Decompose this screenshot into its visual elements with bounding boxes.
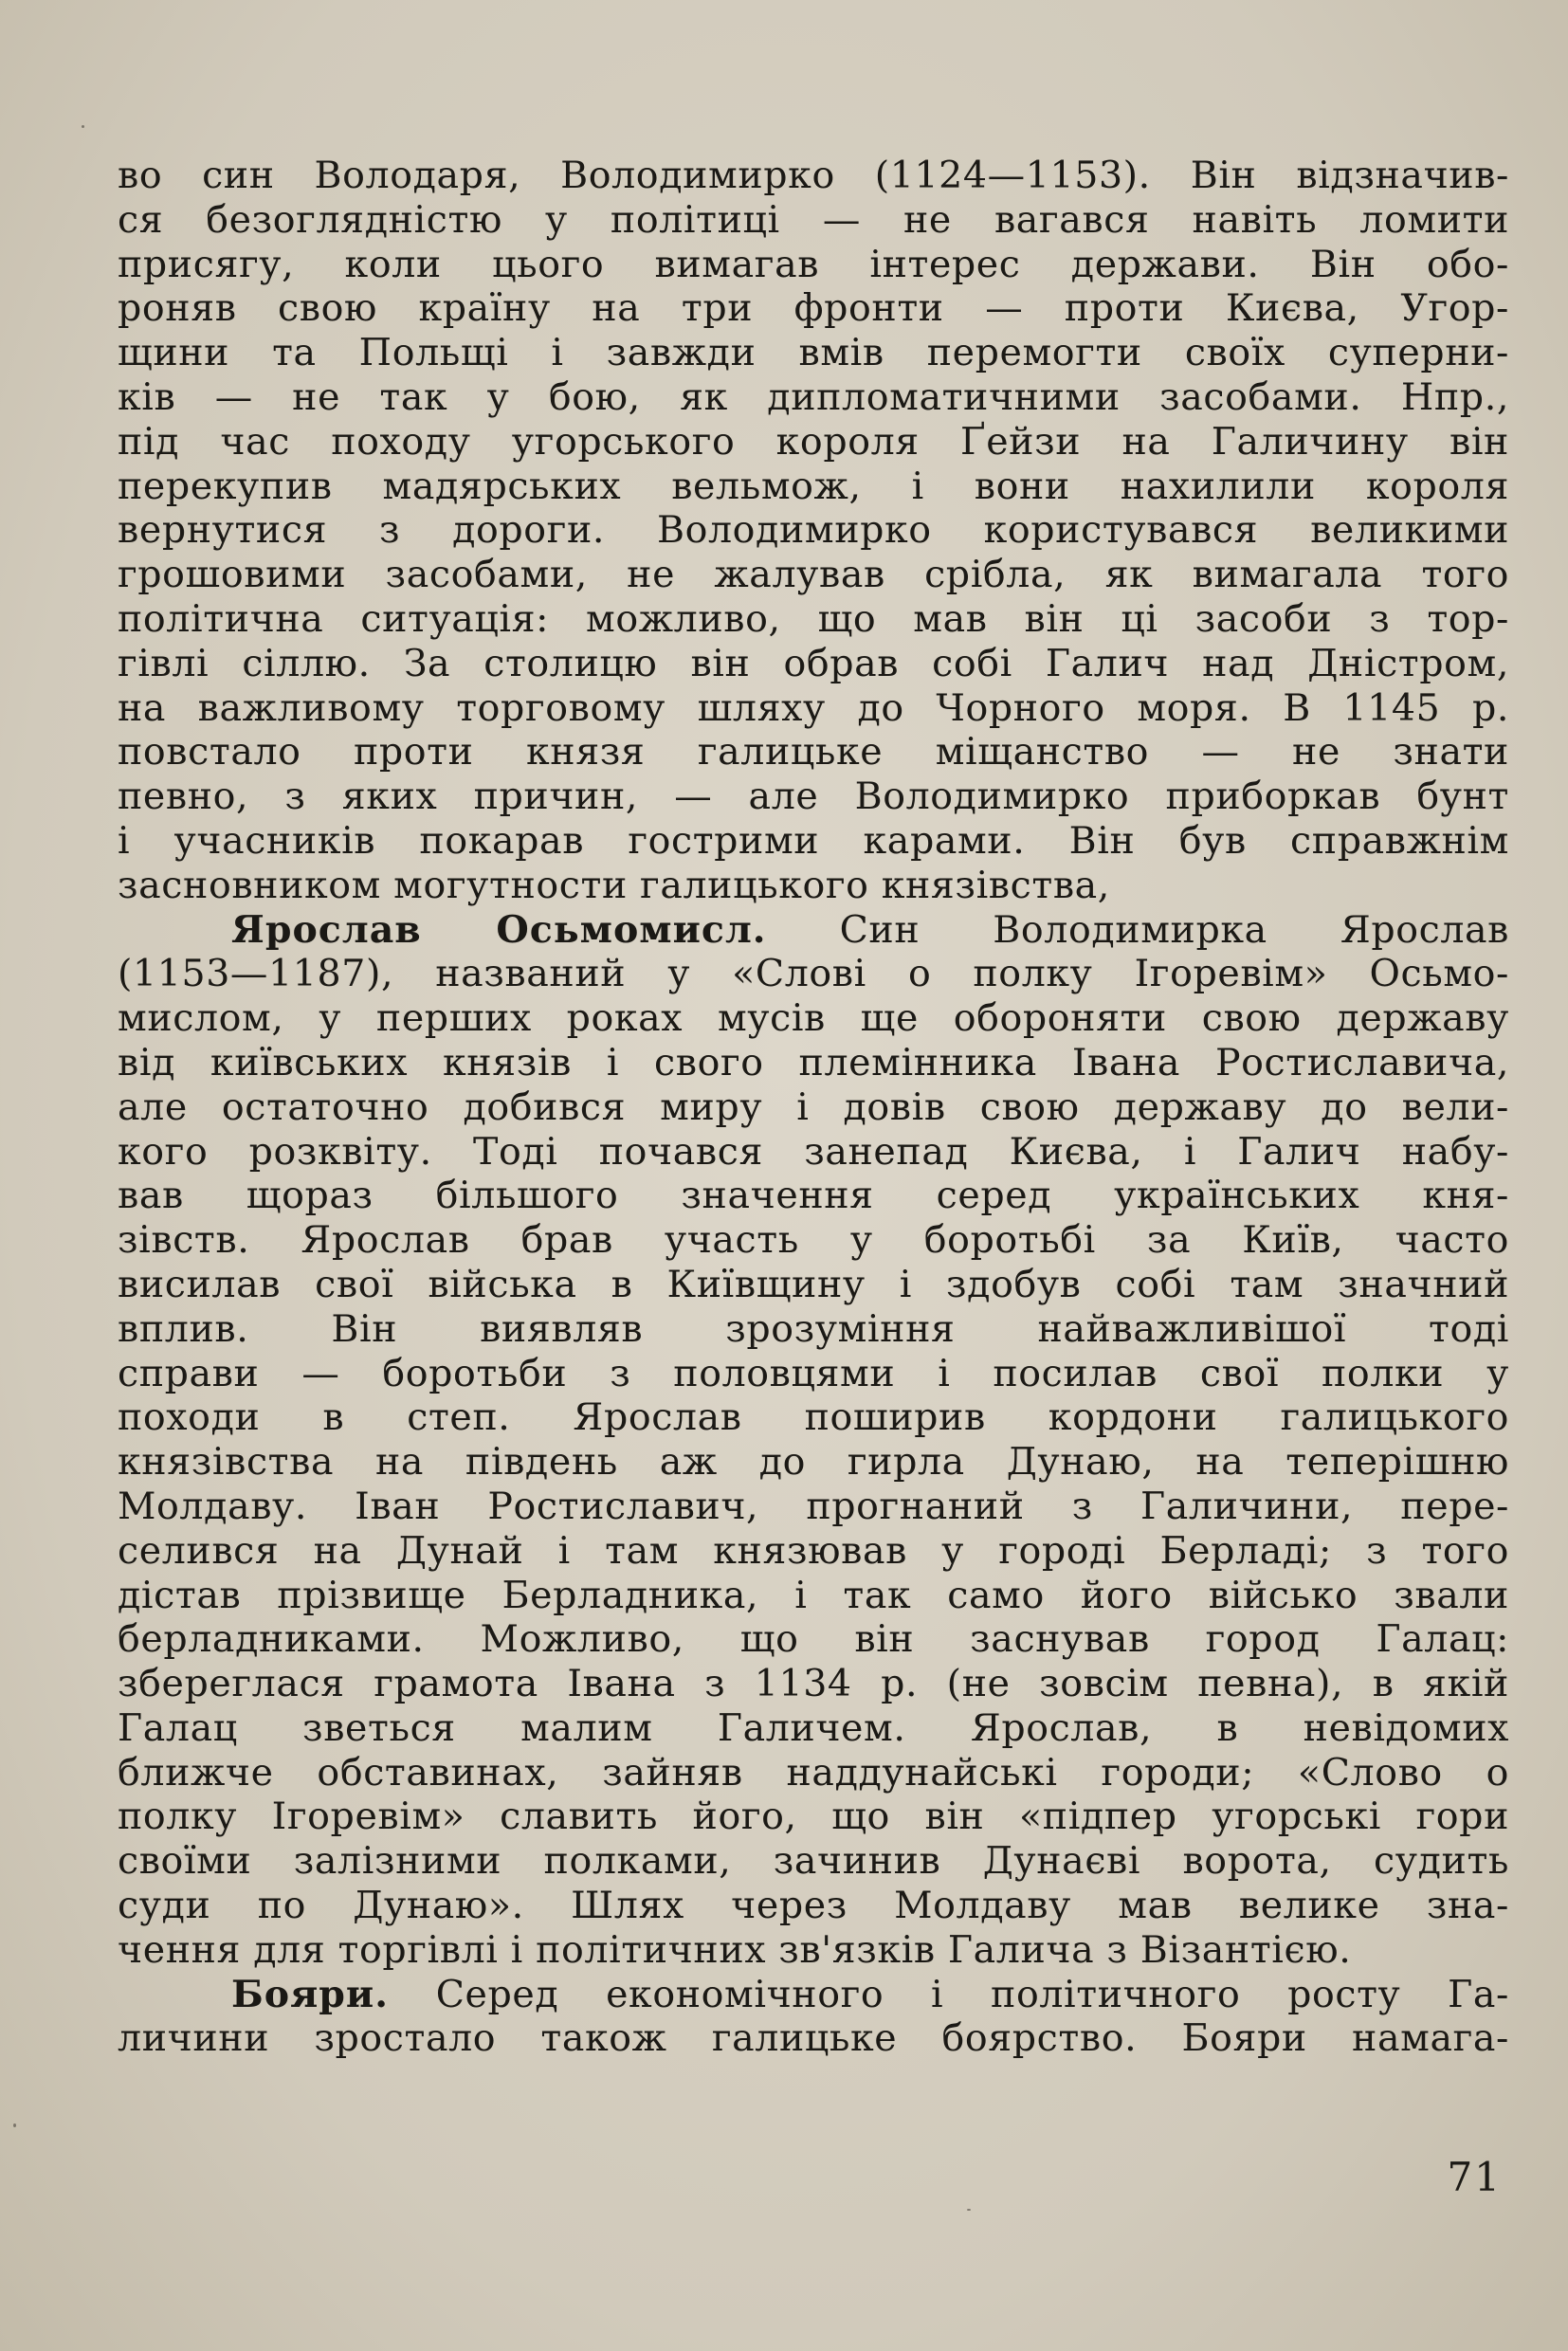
section-heading: Ярослав Осьмомисл. bbox=[231, 907, 767, 952]
text-line: походи в степ. Ярослав поширив кордони галицького bbox=[118, 1395, 1509, 1440]
text-line: роняв свою країну на три фронти — проти Києва, Угор- bbox=[118, 286, 1509, 331]
text-line: збереглася грамота Івана з 1134 р. (не зовсім певна), в якій bbox=[118, 1662, 1509, 1706]
text-line: висилав свої війська в Київщину і здобув собі там значний bbox=[118, 1262, 1509, 1306]
text-line: князівства на південь аж до гирла Дунаю, на теперішню bbox=[118, 1440, 1509, 1485]
text-line: вернутися з дороги. Володимирко користувався великими bbox=[118, 508, 1509, 553]
text-line: мислом, у перших роках мусів ще обороняти свою державу bbox=[118, 996, 1509, 1041]
text-line: своїми залізними полками, зачинив Дунаєві ворота, судить bbox=[118, 1839, 1509, 1884]
text-line: берладниками. Можливо, що він заснував город Галац: bbox=[118, 1617, 1509, 1662]
text-line: присягу, коли цього вимагав інтерес держави. Він обо- bbox=[118, 242, 1509, 286]
text-line: певно, з яких причин, — але Володимирко приборкав бунт bbox=[118, 775, 1509, 819]
text-line: грошовими засобами, не жалував срібла, як вимагала того bbox=[118, 553, 1509, 597]
section-heading: Бояри. bbox=[231, 1972, 389, 2016]
paper-speck bbox=[13, 2123, 16, 2127]
text-line: гівлі сіллю. За столицю він обрав собі Галич над Дністром, bbox=[118, 641, 1509, 685]
page-number: 71 bbox=[1447, 2154, 1502, 2200]
text-line: (1153—1187), названий у «Слові о полку Ігоревім» Осьмо- bbox=[118, 952, 1509, 996]
text-line: селився на Дунай і там князював у городі Берладі; з того bbox=[118, 1528, 1509, 1573]
text-line: Галац зветься малим Галичем. Ярослав, в невідомих bbox=[118, 1705, 1509, 1750]
text-line: зівств. Ярослав брав участь у боротьбі за Київ, часто bbox=[118, 1218, 1509, 1263]
text-run: Серед економічного і політичного росту Га- bbox=[435, 1972, 1509, 2016]
text-line: засновником могутности галицького князівства, bbox=[118, 863, 1110, 907]
text-line: Молдаву. Іван Ростиславич, прогнаний з Галичини, пере- bbox=[118, 1484, 1509, 1528]
text-line: під час походу угорського короля Ґейзи на Галичину він bbox=[118, 419, 1509, 464]
text-line: ся безоглядністю у політиці — не вагався навіть ломити bbox=[118, 197, 1509, 242]
text-line: справи — боротьби з половцями і посилав свої полки у bbox=[118, 1351, 1509, 1395]
paper-speck bbox=[967, 2209, 971, 2211]
text-line: але остаточно добився миру і довів свою державу до вели- bbox=[118, 1084, 1509, 1129]
paragraph-first-line bbox=[118, 908, 1509, 953]
text-line: полку Ігоревім» славить його, що він «підпер угорські гори bbox=[118, 1795, 1509, 1839]
text-line: перекупив мадярських вельмож, і вони нахилили короля bbox=[118, 464, 1509, 508]
text-line: від київських князів і свого племінника Івана Ростиславича, bbox=[118, 1040, 1509, 1084]
text-line: дістав прізвище Берладника, і так само його військо звали bbox=[118, 1573, 1509, 1617]
text-line: повстало проти князя галицьке міщанство — не знати bbox=[118, 730, 1509, 775]
text-line: на важливому торговому шляху до Чорного моря. В 1145 р. bbox=[118, 685, 1509, 730]
text-line: кого розквіту. Тоді почався занепад Києва, і Галич набу- bbox=[118, 1129, 1509, 1174]
text-line: вав щораз більшого значення серед українських кня- bbox=[118, 1174, 1509, 1218]
text-run: Син Володимирка Ярослав bbox=[839, 907, 1509, 952]
text-line: во син Володаря, Володимирко (1124—1153). Він відзначив- bbox=[118, 154, 1509, 197]
text-line: щини та Польщі і завжди вмів перемогти своїх суперни- bbox=[118, 331, 1509, 375]
text-line: і учасників покарав гострими карами. Він був справжнім bbox=[118, 818, 1509, 863]
paper-speck bbox=[82, 125, 84, 128]
text-line: ближче обставинах, зайняв наддунайські городи; «Слово о bbox=[118, 1750, 1509, 1795]
body-text bbox=[118, 154, 1509, 2061]
text-line: ків — не так у бою, як дипломатичними засобами. Нпр., bbox=[118, 374, 1509, 419]
text-line: суди по Дунаю». Шлях через Молдаву мав велике зна- bbox=[118, 1884, 1509, 1928]
text-line: личини зростало також галицьке боярство. Бояри намага- bbox=[118, 2016, 1509, 2061]
text-line: чення для торгівлі і політичних зв'язків Галича з Візантією. bbox=[118, 1927, 1352, 1972]
paragraph-first-line bbox=[118, 1973, 1509, 2017]
text-line: політична ситуація: можливо, що мав він ці засоби з тор- bbox=[118, 596, 1509, 641]
text-line: вплив. Він виявляв зрозуміння найважливішої тоді bbox=[118, 1306, 1509, 1351]
